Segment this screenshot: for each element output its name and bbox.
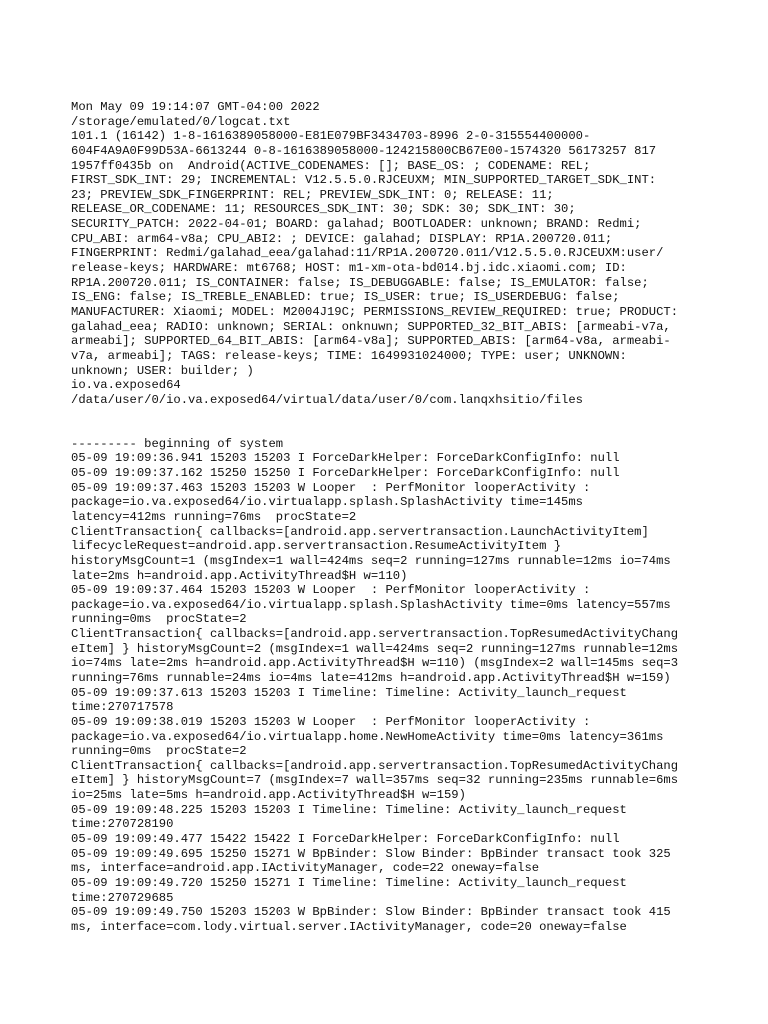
log-line: SECURITY_PATCH: 2022-04-01; BOARD: galahad; BOOTLOADER: unknown; BRAND: Redmi; xyxy=(71,217,642,232)
log-line: 604F4A9A0F99D53A-6613244 0-8-1616389058000-124215800CB67E00-1574320 56173257 817 xyxy=(71,143,657,158)
log-line: CPU_ABI: arm64-v8a; CPU_ABI2: ; DEVICE: galahad; DISPLAY: RP1A.200720.011; xyxy=(71,231,613,246)
log-line: 05-09 19:09:37.613 15203 15203 I Timeline: Timeline: Activity_launch_request xyxy=(71,685,627,700)
log-line: io=25ms late=5ms h=android.app.ActivityThread$H w=159) xyxy=(71,788,466,803)
log-line: 05-09 19:09:49.477 15422 15422 I ForceDarkHelper: ForceDarkConfigInfo: null xyxy=(71,832,620,847)
log-line: unknown; USER: builder; ) xyxy=(71,363,254,378)
log-line: time:270728190 xyxy=(71,817,174,832)
log-line: running=0ms procState=2 xyxy=(71,744,247,759)
log-line: 23; PREVIEW_SDK_FINGERPRINT: REL; PREVIEW_SDK_INT: 0; RELEASE: 11; xyxy=(71,187,554,202)
log-line: 101.1 (16142) 1-8-1616389058000-E81E079BF3434703-8996 2-0-315554400000- xyxy=(71,129,591,144)
log-line: io=74ms late=2ms h=android.app.ActivityThread$H w=110) (msgIndex=2 wall=145ms seq=3 xyxy=(71,656,679,671)
log-line: /data/user/0/io.va.exposed64/virtual/data/user/0/com.lanqxhsitio/files xyxy=(71,392,583,407)
log-line: galahad_eea; RADIO: unknown; SERIAL: onknuwn; SUPPORTED_32_BIT_ABIS: [armeabi-v7a, xyxy=(71,319,671,334)
log-line: release-keys; HARDWARE: mt6768; HOST: m1-xm-ota-bd014.bj.idc.xiaomi.com; ID: xyxy=(71,261,627,276)
log-line: 05-09 19:09:37.463 15203 15203 W Looper : PerfMonitor looperActivity : xyxy=(71,480,591,495)
log-line: time:270717578 xyxy=(71,700,174,715)
log-line: RP1A.200720.011; IS_CONTAINER: false; IS_DEBUGGABLE: false; IS_EMULATOR: false; xyxy=(71,275,649,290)
log-line: v7a, armeabi]; TAGS: release-keys; TIME: 1649931024000; TYPE: user; UNKNOWN: xyxy=(71,348,627,363)
log-line: ms, interface=android.app.IActivityManager, code=22 oneway=false xyxy=(71,861,540,876)
log-line: eItem] } historyMsgCount=2 (msgIndex=1 wall=424ms seq=2 running=127ms runnable=12ms xyxy=(71,641,679,656)
log-line: RELEASE_OR_CODENAME: 11; RESOURCES_SDK_INT: 30; SDK: 30; SDK_INT: 30; xyxy=(71,202,576,217)
log-line: 05-09 19:09:36.941 15203 15203 I ForceDarkHelper: ForceDarkConfigInfo: null xyxy=(71,451,620,466)
log-line: 05-09 19:09:49.720 15250 15271 I Timeline: Timeline: Activity_launch_request xyxy=(71,875,627,890)
log-line: ms, interface=com.lody.virtual.server.IActivityManager, code=20 oneway=false xyxy=(71,919,627,934)
log-line: ClientTransaction{ callbacks=[android.app.servertransaction.TopResumedActivityChang xyxy=(71,758,679,773)
log-line: running=76ms runnable=24ms io=4ms late=412ms h=android.app.ActivityThread$H w=159) xyxy=(71,670,671,685)
log-line: --------- beginning of system xyxy=(71,436,284,451)
log-line: historyMsgCount=1 (msgIndex=1 wall=424ms seq=2 running=127ms runnable=12ms io=74ms xyxy=(71,553,671,568)
log-line: package=io.va.exposed64/io.virtualapp.splash.SplashActivity time=145ms xyxy=(71,495,583,510)
log-line: latency=412ms running=76ms procState=2 xyxy=(71,509,357,524)
log-line: /storage/emulated/0/logcat.txt xyxy=(71,114,291,129)
log-line: 05-09 19:09:38.019 15203 15203 W Looper : PerfMonitor looperActivity : xyxy=(71,714,591,729)
log-line xyxy=(71,422,711,437)
log-line: time:270729685 xyxy=(71,890,174,905)
log-line: 05-09 19:09:49.695 15250 15271 W BpBinder: Slow Binder: BpBinder transact took 325 xyxy=(71,846,671,861)
log-line: Mon May 09 19:14:07 GMT-04:00 2022 xyxy=(71,100,320,114)
log-line: running=0ms procState=2 xyxy=(71,612,247,627)
log-line: package=io.va.exposed64/io.virtualapp.home.NewHomeActivity time=0ms latency=361ms xyxy=(71,729,664,744)
log-line: IS_ENG: false; IS_TREBLE_ENABLED: true; IS_USER: true; IS_USERDEBUG: false; xyxy=(71,290,620,305)
log-line: 05-09 19:09:37.162 15250 15250 I ForceDarkHelper: ForceDarkConfigInfo: null xyxy=(71,466,620,481)
log-line: MANUFACTURER: Xiaomi; MODEL: M2004J19C; PERMISSIONS_REVIEW_REQUIRED: true; PRODUCT: xyxy=(71,304,679,319)
log-line xyxy=(71,407,711,422)
log-line: 05-09 19:09:37.464 15203 15203 W Looper : PerfMonitor looperActivity : xyxy=(71,583,591,598)
log-line: lifecycleRequest=android.app.servertransaction.ResumeActivityItem } xyxy=(71,539,562,554)
log-line: package=io.va.exposed64/io.virtualapp.splash.SplashActivity time=0ms latency=557ms xyxy=(71,597,671,612)
log-line: FIRST_SDK_INT: 29; INCREMENTAL: V12.5.5.0.RJCEUXM; MIN_SUPPORTED_TARGET_SDK_INT: xyxy=(71,173,657,188)
log-line: 05-09 19:09:49.750 15203 15203 W BpBinder: Slow Binder: BpBinder transact took 415 xyxy=(71,905,671,920)
log-line: FINGERPRINT: Redmi/galahad_eea/galahad:11/RP1A.200720.011/V12.5.5.0.RJCEUXM:user/ xyxy=(71,246,664,261)
log-document xyxy=(71,100,711,935)
log-line: late=2ms h=android.app.ActivityThread$H w=110) xyxy=(71,568,408,583)
log-line: ClientTransaction{ callbacks=[android.app.servertransaction.LaunchActivityItem] xyxy=(71,524,649,539)
log-line: 05-09 19:09:48.225 15203 15203 I Timeline: Timeline: Activity_launch_request xyxy=(71,802,627,817)
log-line: 1957ff0435b on Android(ACTIVE_CODENAMES: []; BASE_OS: ; CODENAME: REL; xyxy=(71,158,591,173)
log-line: armeabi]; SUPPORTED_64_BIT_ABIS: [arm64-v8a]; SUPPORTED_ABIS: [arm64-v8a, armeabi- xyxy=(71,334,671,349)
log-line: eItem] } historyMsgCount=7 (msgIndex=7 wall=357ms seq=32 running=235ms runnable=6ms xyxy=(71,773,679,788)
log-line: ClientTransaction{ callbacks=[android.app.servertransaction.TopResumedActivityChang xyxy=(71,627,679,642)
log-line: io.va.exposed64 xyxy=(71,378,181,393)
